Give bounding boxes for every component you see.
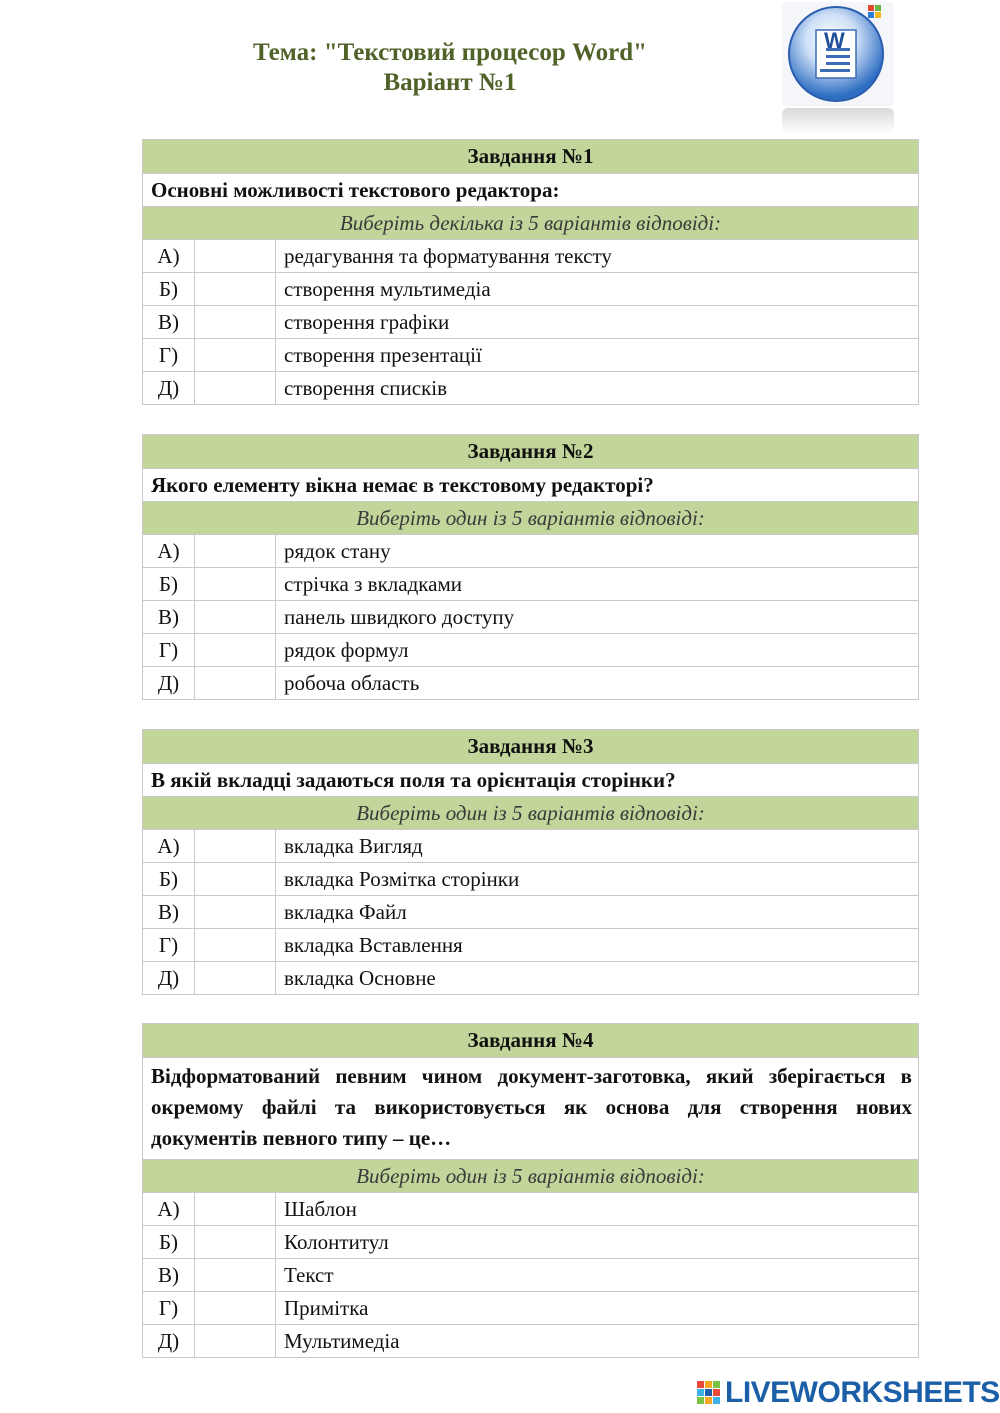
option-row xyxy=(143,667,919,700)
option-row xyxy=(143,896,919,929)
task-question: Відформатований певним чином документ-заготовка, який зберігається в окремому файлі та використовується як основа для створення нових документів певного типу – це… xyxy=(143,1058,919,1160)
option-text: вкладка Вставлення xyxy=(276,929,919,962)
task-instruction: Виберіть один із 5 варіантів відповіді: xyxy=(143,502,919,535)
liveworksheets-brand: LIVEWORKSHEETS xyxy=(725,1376,1000,1409)
option-letter: В) xyxy=(143,1259,195,1292)
option-letter: А) xyxy=(143,535,195,568)
task-instruction: Виберіть один із 5 варіантів відповіді: xyxy=(143,797,919,830)
option-letter: Г) xyxy=(143,1292,195,1325)
task-4 xyxy=(142,1023,919,1358)
task-question: Якого елементу вікна немає в текстовому редакторі? xyxy=(143,469,919,502)
answer-box[interactable] xyxy=(195,634,276,667)
option-row xyxy=(143,1325,919,1358)
task-question: В якій вкладці задаються поля та орієнтація сторінки? xyxy=(143,764,919,797)
answer-box[interactable] xyxy=(195,1259,276,1292)
answer-box[interactable] xyxy=(195,372,276,405)
option-letter: Д) xyxy=(143,372,195,405)
option-text: вкладка Розмітка сторінки xyxy=(276,863,919,896)
option-letter: Д) xyxy=(143,1325,195,1358)
svg-text:W: W xyxy=(824,28,845,53)
option-text: Колонтитул xyxy=(276,1226,919,1259)
task-3 xyxy=(142,729,919,995)
option-text: Мультимедіа xyxy=(276,1325,919,1358)
option-text: створення мультимедіа xyxy=(276,273,919,306)
option-row xyxy=(143,929,919,962)
option-text: редагування та форматування тексту xyxy=(276,240,919,273)
answer-box[interactable] xyxy=(195,601,276,634)
answer-box[interactable] xyxy=(195,1325,276,1358)
option-row xyxy=(143,568,919,601)
option-text: Шаблон xyxy=(276,1193,919,1226)
page-title: Тема: "Текстовий процесор Word" xyxy=(252,39,648,66)
option-row xyxy=(143,1226,919,1259)
option-text: рядок стану xyxy=(276,535,919,568)
option-letter: В) xyxy=(143,896,195,929)
task-instruction: Виберіть один із 5 варіантів відповіді: xyxy=(143,1160,919,1193)
answer-box[interactable] xyxy=(195,568,276,601)
task-heading: Завдання №3 xyxy=(143,730,919,764)
option-letter: Б) xyxy=(143,568,195,601)
answer-box[interactable] xyxy=(195,863,276,896)
option-text: створення графіки xyxy=(276,306,919,339)
answer-box[interactable] xyxy=(195,1193,276,1226)
task-heading: Завдання №1 xyxy=(143,140,919,174)
option-letter: Г) xyxy=(143,339,195,372)
answer-box[interactable] xyxy=(195,1226,276,1259)
option-row xyxy=(143,1259,919,1292)
task-question: Основні можливості текстового редактора: xyxy=(143,174,919,207)
option-row xyxy=(143,339,919,372)
option-row xyxy=(143,830,919,863)
task-heading: Завдання №4 xyxy=(143,1024,919,1058)
option-text: робоча область xyxy=(276,667,919,700)
option-letter: Д) xyxy=(143,667,195,700)
option-text: Примітка xyxy=(276,1292,919,1325)
option-letter: Б) xyxy=(143,863,195,896)
option-text: Текст xyxy=(276,1259,919,1292)
option-row xyxy=(143,372,919,405)
answer-box[interactable] xyxy=(195,240,276,273)
answer-box[interactable] xyxy=(195,339,276,372)
option-row xyxy=(143,273,919,306)
option-letter: В) xyxy=(143,306,195,339)
task-instruction: Виберіть декілька із 5 варіантів відповіді: xyxy=(143,207,919,240)
option-row xyxy=(143,306,919,339)
option-row xyxy=(143,863,919,896)
option-text: вкладка Файл xyxy=(276,896,919,929)
answer-box[interactable] xyxy=(195,962,276,995)
option-text: стрічка з вкладками xyxy=(276,568,919,601)
option-row xyxy=(143,1292,919,1325)
answer-box[interactable] xyxy=(195,830,276,863)
option-row xyxy=(143,634,919,667)
option-text: вкладка Основне xyxy=(276,962,919,995)
answer-box[interactable] xyxy=(195,535,276,568)
option-row xyxy=(143,1193,919,1226)
option-text: створення презентації xyxy=(276,339,919,372)
option-text: панель швидкого доступу xyxy=(276,601,919,634)
option-row xyxy=(143,962,919,995)
task-heading: Завдання №2 xyxy=(143,435,919,469)
answer-box[interactable] xyxy=(195,896,276,929)
liveworksheets-logo[interactable] xyxy=(697,1376,1000,1410)
answer-box[interactable] xyxy=(195,667,276,700)
option-letter: А) xyxy=(143,1193,195,1226)
task-2 xyxy=(142,434,919,700)
option-letter: Б) xyxy=(143,273,195,306)
answer-box[interactable] xyxy=(195,273,276,306)
word-logo-icon xyxy=(780,0,896,136)
option-text: рядок формул xyxy=(276,634,919,667)
option-text: створення списків xyxy=(276,372,919,405)
option-row xyxy=(143,240,919,273)
option-letter: А) xyxy=(143,240,195,273)
title-block xyxy=(0,38,900,98)
option-letter: Г) xyxy=(143,929,195,962)
option-letter: Б) xyxy=(143,1226,195,1259)
option-letter: Г) xyxy=(143,634,195,667)
answer-box[interactable] xyxy=(195,929,276,962)
answer-box[interactable] xyxy=(195,306,276,339)
option-letter: В) xyxy=(143,601,195,634)
option-letter: Д) xyxy=(143,962,195,995)
option-row xyxy=(143,601,919,634)
option-letter: А) xyxy=(143,830,195,863)
liveworksheets-logo-icon xyxy=(697,1381,721,1405)
answer-box[interactable] xyxy=(195,1292,276,1325)
task-1 xyxy=(142,139,919,405)
option-row xyxy=(143,535,919,568)
option-text: вкладка Вигляд xyxy=(276,830,919,863)
variant-title: Варіант №1 xyxy=(383,69,517,96)
